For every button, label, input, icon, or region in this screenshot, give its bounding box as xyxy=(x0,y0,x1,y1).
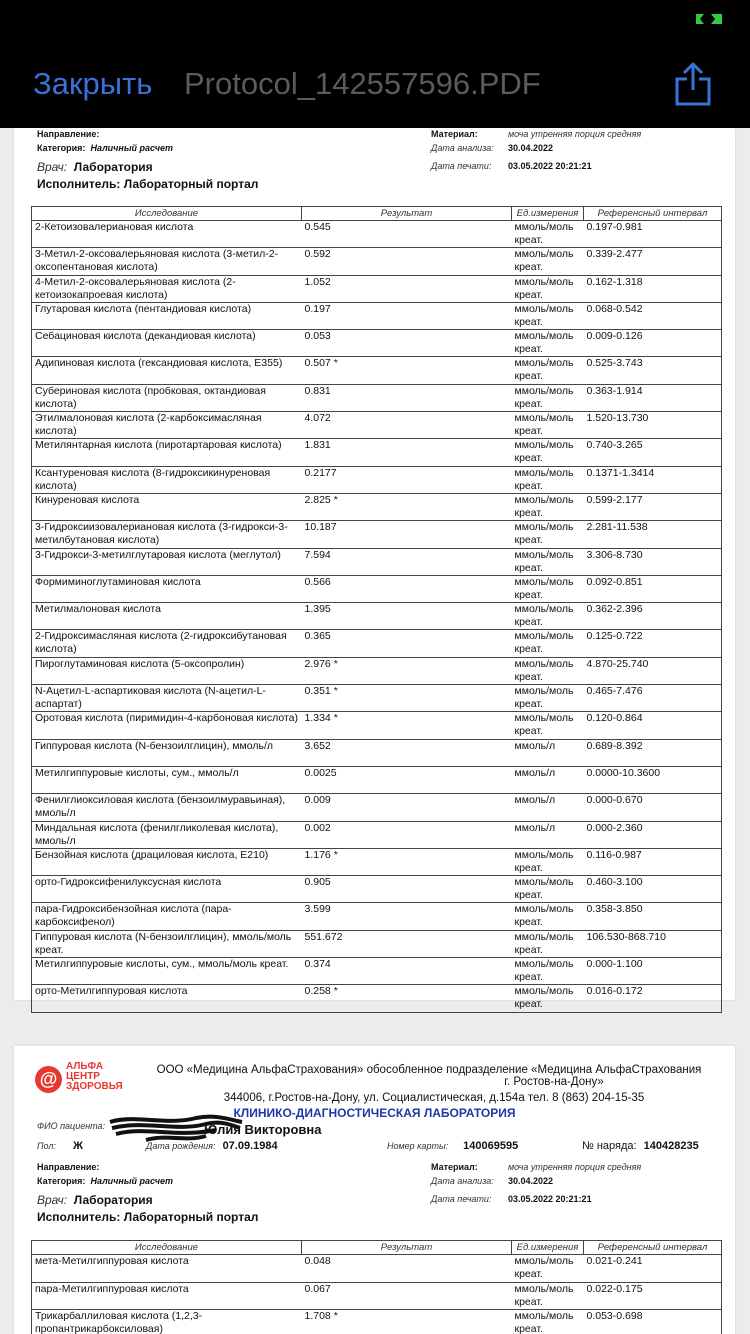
study-cell: Бензойная кислота (драциловая кислота, E210) xyxy=(32,848,302,875)
study-cell: Метилмалоновая кислота xyxy=(32,603,302,630)
lab-title: КЛИНИКО-ДИАГНОСТИЧЕСКАЯ ЛАБОРАТОРИЯ xyxy=(233,1106,516,1120)
header-result: Результат xyxy=(302,1241,512,1255)
ref-cell: 0.363-1.914 xyxy=(584,384,722,411)
table-row xyxy=(32,1310,722,1334)
unit-cell: ммоль/моль креат. xyxy=(512,493,584,520)
study-cell: Формиминоглутаминовая кислота xyxy=(32,575,302,602)
order-row: № наряда: 140428235 xyxy=(582,1140,699,1152)
ref-cell: 1.520-13.730 xyxy=(584,412,722,439)
result-cell: 1.831 xyxy=(302,439,512,466)
ref-cell: 0.599-2.177 xyxy=(584,493,722,520)
ref-cell: 0.362-2.396 xyxy=(584,603,722,630)
results-table-2 xyxy=(31,1240,722,1334)
table-row xyxy=(32,330,722,357)
result-cell: 3.652 xyxy=(302,739,512,766)
org-name: ООО «Медицина АльфаСтрахования» обособленное подразделение «Медицина АльфаСтрахования г. Ростов-на-Дону» xyxy=(156,1064,702,1088)
table-row xyxy=(32,930,722,957)
study-cell: Гиппуровая кислота (N-бензоилглицин), ммоль/л xyxy=(32,739,302,766)
ref-cell: 0.197-0.981 xyxy=(584,221,722,248)
doctor-row-2: Врач: Лаборатория xyxy=(37,1193,153,1207)
unit-cell: ммоль/моль креат. xyxy=(512,248,584,275)
study-cell: 3-Метил-2-оксовалерьяновая кислота (3-метил-2-оксопентановая кислота) xyxy=(32,248,302,275)
table-row xyxy=(32,985,722,1012)
result-cell: 1.052 xyxy=(302,275,512,302)
table-row xyxy=(32,412,722,439)
ref-cell: 0.689-8.392 xyxy=(584,739,722,766)
table-header-row xyxy=(32,1241,722,1255)
table-row xyxy=(32,439,722,466)
analysis-date-row-2: Дата анализа: 30.04.2022 xyxy=(431,1176,554,1186)
unit-cell: ммоль/моль креат. xyxy=(512,439,584,466)
unit-cell: ммоль/моль креат. xyxy=(512,958,584,985)
fio-value: Юлия Викторовна xyxy=(204,1122,322,1137)
unit-cell: ммоль/моль креат. xyxy=(512,685,584,712)
header-study: Исследование xyxy=(32,207,302,221)
result-cell: 551.672 xyxy=(302,930,512,957)
direction-label-2: Направление: xyxy=(37,1162,100,1172)
table-row xyxy=(32,603,722,630)
unit-cell: ммоль/моль креат. xyxy=(512,603,584,630)
close-button[interactable]: Закрыть xyxy=(33,66,153,101)
executor-row-2: Исполнитель: Лабораторный портал xyxy=(37,1210,259,1224)
table-row xyxy=(32,466,722,493)
result-cell: 7.594 xyxy=(302,548,512,575)
study-cell: Оротовая кислота (пиримидин-4-карбоновая кислота) xyxy=(32,712,302,739)
logo-text: АЛЬФА ЦЕНТР ЗДОРОВЬЯ xyxy=(66,1061,123,1092)
unit-cell: ммоль/л xyxy=(512,794,584,821)
result-cell: 1.334 * xyxy=(302,712,512,739)
table-row xyxy=(32,739,722,766)
unit-cell: ммоль/моль креат. xyxy=(512,357,584,384)
study-cell: Метилгиппуровые кислоты, сум., ммоль/л xyxy=(32,766,302,793)
ref-cell: 0.339-2.477 xyxy=(584,248,722,275)
result-cell: 0.831 xyxy=(302,384,512,411)
ref-cell: 0.162-1.318 xyxy=(584,275,722,302)
table-row xyxy=(32,521,722,548)
study-cell: N-Ацетил-L-аспартиковая кислота (N-ацетил-L-аспартат) xyxy=(32,685,302,712)
table-row xyxy=(32,712,722,739)
study-cell: 3-Гидрокси-3-метилглутаровая кислота (меглутол) xyxy=(32,548,302,575)
unit-cell: ммоль/моль креат. xyxy=(512,548,584,575)
result-cell: 0.351 * xyxy=(302,685,512,712)
ref-cell: 0.092-0.851 xyxy=(584,575,722,602)
result-cell: 0.009 xyxy=(302,794,512,821)
table-row xyxy=(32,384,722,411)
study-cell: Кинуреновая кислота xyxy=(32,493,302,520)
clinic-logo xyxy=(35,1062,145,1098)
ref-cell: 0.000-0.670 xyxy=(584,794,722,821)
unit-cell: ммоль/моль креат. xyxy=(512,521,584,548)
unit-cell: ммоль/моль креат. xyxy=(512,221,584,248)
pdf-viewer-toolbar xyxy=(0,0,750,128)
fio-label: ФИО пациента: xyxy=(37,1121,106,1131)
card-row: Номер карты: 140069595 xyxy=(387,1140,519,1152)
unit-cell: ммоль/моль креат. xyxy=(512,412,584,439)
ref-cell: 0.000-1.100 xyxy=(584,958,722,985)
logo-symbol: @ xyxy=(35,1066,62,1093)
result-cell: 0.365 xyxy=(302,630,512,657)
executor-row: Исполнитель: Лабораторный портал xyxy=(37,177,259,191)
study-cell: 2-Гидроксимасляная кислота (2-гидроксибутановая кислота) xyxy=(32,630,302,657)
study-cell: орто-Гидроксифенилуксусная кислота xyxy=(32,876,302,903)
result-cell: 0.545 xyxy=(302,221,512,248)
category-row-2: Категория: Наличный расчет xyxy=(37,1176,173,1186)
result-cell: 0.2177 xyxy=(302,466,512,493)
table-row xyxy=(32,685,722,712)
sex-row: Пол: Ж xyxy=(37,1140,83,1152)
ref-cell: 0.0000-10.3600 xyxy=(584,766,722,793)
pdf-page-2[interactable] xyxy=(14,1046,735,1334)
unit-cell: ммоль/моль креат. xyxy=(512,1255,584,1283)
result-cell: 0.592 xyxy=(302,248,512,275)
unit-cell: ммоль/л xyxy=(512,739,584,766)
study-cell: 2-Кетоизовалериановая кислота xyxy=(32,221,302,248)
table-row xyxy=(32,766,722,793)
study-cell: Ксантуреновая кислота (8-гидроксикинуреновая кислота) xyxy=(32,466,302,493)
org-address: 344006, г.Ростов-на-Дону, ул. Социалистическая, д.154а тел. 8 (863) 204-15-35 xyxy=(223,1092,645,1104)
study-cell: пара-Метилгиппуровая кислота xyxy=(32,1282,302,1310)
share-icon[interactable] xyxy=(674,62,712,106)
table-row xyxy=(32,302,722,329)
ref-cell: 2.281-11.538 xyxy=(584,521,722,548)
ref-cell: 0.009-0.126 xyxy=(584,330,722,357)
header-unit: Ед.измерения xyxy=(512,207,584,221)
unit-cell: ммоль/моль креат. xyxy=(512,330,584,357)
table-row xyxy=(32,958,722,985)
table-row xyxy=(32,903,722,930)
unit-cell: ммоль/моль креат. xyxy=(512,630,584,657)
study-cell: Пироглутаминовая кислота (5-оксопролин) xyxy=(32,657,302,684)
document-title: Protocol_142557596.PDF xyxy=(184,66,541,101)
study-cell: орто-Метилгиппуровая кислота xyxy=(32,985,302,1012)
ref-cell: 0.465-7.476 xyxy=(584,685,722,712)
study-cell: пара-Гидроксибензойная кислота (пара-карбоксифенол) xyxy=(32,903,302,930)
table-row xyxy=(32,1255,722,1283)
result-cell: 4.072 xyxy=(302,412,512,439)
table-row xyxy=(32,221,722,248)
result-cell: 0.258 * xyxy=(302,985,512,1012)
unit-cell: ммоль/моль креат. xyxy=(512,1310,584,1334)
ref-cell: 0.021-0.241 xyxy=(584,1255,722,1283)
result-cell: 0.507 * xyxy=(302,357,512,384)
ref-cell: 0.358-3.850 xyxy=(584,903,722,930)
table-header-row xyxy=(32,207,722,221)
ref-cell: 0.053-0.698 xyxy=(584,1310,722,1334)
result-cell: 1.176 * xyxy=(302,848,512,875)
table-row xyxy=(32,794,722,821)
unit-cell: ммоль/моль креат. xyxy=(512,466,584,493)
analysis-date-row: Дата анализа: 30.04.2022 xyxy=(431,143,554,153)
study-cell: Субериновая кислота (пробковая, октандиовая кислота) xyxy=(32,384,302,411)
material-row-2: Материал: моча утренняя порция средняя xyxy=(431,1162,642,1172)
study-cell: 3-Гидроксиизовалериановая кислота (3-гидрокси-3-метилбутановая кислота) xyxy=(32,521,302,548)
unit-cell: ммоль/л xyxy=(512,766,584,793)
header-ref: Референсный интервал xyxy=(584,207,722,221)
table-row xyxy=(32,1282,722,1310)
header-result: Результат xyxy=(302,207,512,221)
ref-cell: 0.525-3.743 xyxy=(584,357,722,384)
table-row xyxy=(32,548,722,575)
study-cell: Себациновая кислота (декандиовая кислота) xyxy=(32,330,302,357)
ref-cell: 3.306-8.730 xyxy=(584,548,722,575)
table-row xyxy=(32,876,722,903)
unit-cell: ммоль/моль креат. xyxy=(512,384,584,411)
header-study: Исследование xyxy=(32,1241,302,1255)
unit-cell: ммоль/моль креат. xyxy=(512,1282,584,1310)
unit-cell: ммоль/моль креат. xyxy=(512,657,584,684)
result-cell: 0.374 xyxy=(302,958,512,985)
ref-cell: 0.125-0.722 xyxy=(584,630,722,657)
ref-cell: 0.1371-1.3414 xyxy=(584,466,722,493)
study-cell: Глутаровая кислота (пентандиовая кислота) xyxy=(32,302,302,329)
pdf-page-1[interactable] xyxy=(14,128,735,1011)
print-date-row-2: Дата печати: 03.05.2022 20:21:21 xyxy=(431,1194,592,1204)
header-ref: Референсный интервал xyxy=(584,1241,722,1255)
table-row xyxy=(32,821,722,848)
result-cell: 0.197 xyxy=(302,302,512,329)
study-cell: Этилмалоновая кислота (2-карбоксимасляная кислота) xyxy=(32,412,302,439)
category-row: Категория: Наличный расчет xyxy=(37,143,173,153)
study-cell: Фенилглиоксиловая кислота (бензоилмуравьиная), ммоль/л xyxy=(32,794,302,821)
unit-cell: ммоль/моль креат. xyxy=(512,930,584,957)
table-row xyxy=(32,657,722,684)
result-cell: 0.905 xyxy=(302,876,512,903)
result-cell: 0.067 xyxy=(302,1282,512,1310)
result-cell: 0.048 xyxy=(302,1255,512,1283)
table-row xyxy=(32,630,722,657)
ref-cell: 0.016-0.172 xyxy=(584,985,722,1012)
ref-cell: 0.022-0.175 xyxy=(584,1282,722,1310)
ref-cell: 4.870-25.740 xyxy=(584,657,722,684)
material-row: Материал: моча утренняя порция средняя xyxy=(431,129,642,139)
study-cell: Метилянтарная кислота (пиротартаровая кислота) xyxy=(32,439,302,466)
ref-cell: 0.460-3.100 xyxy=(584,876,722,903)
battery-icon xyxy=(694,12,724,26)
ref-cell: 106.530-868.710 xyxy=(584,930,722,957)
study-cell: 4-Метил-2-оксовалерьяновая кислота (2-кетоизокапроевая кислота) xyxy=(32,275,302,302)
study-cell: Метилгиппуровые кислоты, сум., ммоль/моль креат. xyxy=(32,958,302,985)
birth-row: Дата рождения: 07.09.1984 xyxy=(146,1140,278,1152)
result-cell: 3.599 xyxy=(302,903,512,930)
unit-cell: ммоль/моль креат. xyxy=(512,275,584,302)
table-row xyxy=(32,248,722,275)
study-cell: Адипиновая кислота (гександиовая кислота, E355) xyxy=(32,357,302,384)
study-cell: Трикарбаллиловая кислота (1,2,3-пропантрикарбоксиловая) xyxy=(32,1310,302,1334)
result-cell: 0.053 xyxy=(302,330,512,357)
print-date-row: Дата печати: 03.05.2022 20:21:21 xyxy=(431,161,592,171)
results-table xyxy=(31,206,722,1013)
ref-cell: 0.000-2.360 xyxy=(584,821,722,848)
unit-cell: ммоль/моль креат. xyxy=(512,985,584,1012)
header-unit: Ед.измерения xyxy=(512,1241,584,1255)
unit-cell: ммоль/моль креат. xyxy=(512,712,584,739)
study-cell: Миндальная кислота (фенилгликолевая кислота), ммоль/л xyxy=(32,821,302,848)
table-row xyxy=(32,848,722,875)
result-cell: 1.708 * xyxy=(302,1310,512,1334)
result-cell: 1.395 xyxy=(302,603,512,630)
result-cell: 10.187 xyxy=(302,521,512,548)
result-cell: 0.002 xyxy=(302,821,512,848)
table-row xyxy=(32,357,722,384)
result-cell: 2.976 * xyxy=(302,657,512,684)
unit-cell: ммоль/моль креат. xyxy=(512,575,584,602)
unit-cell: ммоль/л xyxy=(512,821,584,848)
unit-cell: ммоль/моль креат. xyxy=(512,903,584,930)
doctor-row: Врач: Лаборатория xyxy=(37,160,153,174)
study-cell: Гиппуровая кислота (N-бензоилглицин), ммоль/моль креат. xyxy=(32,930,302,957)
ref-cell: 0.120-0.864 xyxy=(584,712,722,739)
result-cell: 2.825 * xyxy=(302,493,512,520)
table-row xyxy=(32,275,722,302)
study-cell: мета-Метилгиппуровая кислота xyxy=(32,1255,302,1283)
table-row xyxy=(32,493,722,520)
ref-cell: 0.116-0.987 xyxy=(584,848,722,875)
unit-cell: ммоль/моль креат. xyxy=(512,876,584,903)
direction-label: Направление: xyxy=(37,129,100,139)
ref-cell: 0.068-0.542 xyxy=(584,302,722,329)
result-cell: 0.566 xyxy=(302,575,512,602)
unit-cell: ммоль/моль креат. xyxy=(512,302,584,329)
unit-cell: ммоль/моль креат. xyxy=(512,848,584,875)
table-row xyxy=(32,575,722,602)
result-cell: 0.0025 xyxy=(302,766,512,793)
ref-cell: 0.740-3.265 xyxy=(584,439,722,466)
